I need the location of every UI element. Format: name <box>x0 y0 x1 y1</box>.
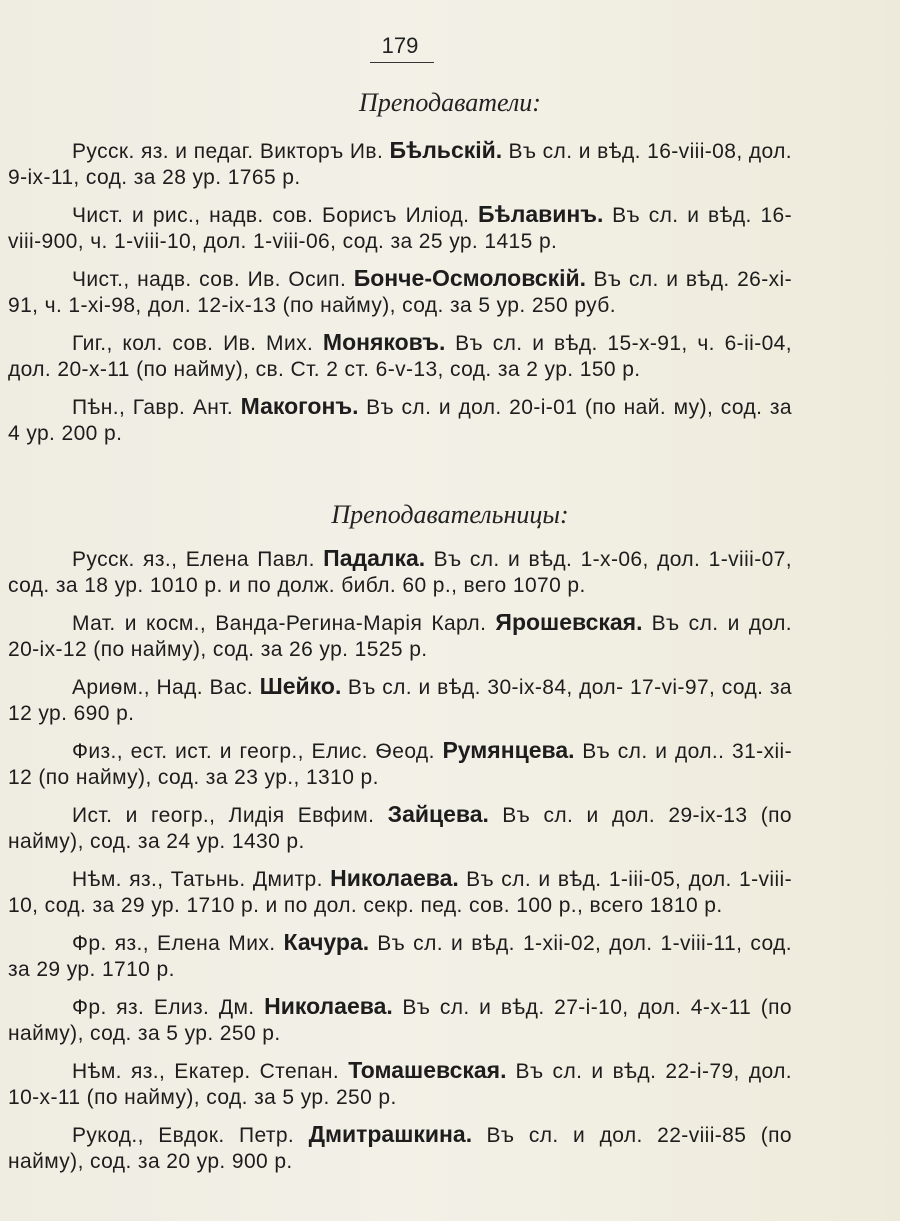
entry <box>8 1057 792 1111</box>
entry-surname: Бѣлавинъ. <box>478 201 604 227</box>
entry-text: Въ сл. и дол. 20-i-01 (по най. му), сод. за 4 ур. 200 р. <box>8 396 792 445</box>
entry-surname: Зайцева. <box>387 801 489 827</box>
entry-text: Физ., ест. ист. и геогр., Елис. Ѳеод. <box>72 740 443 763</box>
section-title-teachers-male: Преподаватели: <box>359 88 541 117</box>
entry-surname: Николаева. <box>264 993 393 1019</box>
page-number-rule <box>370 62 434 63</box>
entry-surname: Макогонъ. <box>240 393 359 419</box>
entry <box>8 609 792 663</box>
entry-text: Нѣм. яз., Татьнь. Дмитр. <box>72 868 331 891</box>
entry <box>8 201 792 255</box>
entries-teachers-female <box>8 545 792 1185</box>
entry-surname: Падалка. <box>323 545 426 571</box>
entry <box>8 993 792 1047</box>
entry-text: Чист. и рис., надв. сов. Борисъ Иліод. <box>72 204 479 227</box>
entry <box>8 329 792 383</box>
entry-text: Русск. яз., Елена Павл. <box>72 548 324 571</box>
entry <box>8 737 792 791</box>
entry-text: Въ сл. и вѣд. 1-iii-05, дол. 1-viii-10, сод. за 29 ур. 1710 р. и по дол. секр. пед. сов. 100 р., всего 1810 р. <box>8 868 792 917</box>
entry-surname: Николаева. <box>330 865 459 891</box>
entry <box>8 929 792 983</box>
entry-surname: Качура. <box>283 929 370 955</box>
entry-text: Въ сл. и вѣд. 15-x-91, ч. 6-ii-04, дол. 20-x-11 (по найму), св. Ст. 2 ст. 6-v-13, сод. за 2 ур. 150 р. <box>8 332 792 381</box>
page-number: 179 <box>381 33 419 58</box>
entry-surname: Томашевская. <box>348 1057 507 1083</box>
entry <box>8 801 792 855</box>
section-title-teachers-female: Преподавательницы: <box>331 500 569 529</box>
entry-text: Въ сл. и дол.. 31-xii-12 (по найму), сод. за 23 ур., 1310 р. <box>8 740 792 789</box>
entry-text: Въ сл. и вѣд. 26-xi-91, ч. 1-xi-98, дол. 12-ix-13 (по найму), сод. за 5 ур. 250 руб. <box>8 268 792 317</box>
entry <box>8 673 792 727</box>
entry-text: Мат. и косм., Ванда-Регина-Марія Карл. <box>72 612 496 635</box>
entry <box>8 1121 792 1175</box>
entry-text: Въ сл. и дол. 22-viii-85 (по найму), сод. за 20 ур. 900 р. <box>8 1124 792 1173</box>
entry-text: Въ сл. и дол. 20-ix-12 (по найму), сод. за 26 ур. 1525 р. <box>8 612 792 661</box>
entry-text: Фр. яз., Елена Мих. <box>72 932 284 955</box>
entry <box>8 393 792 447</box>
entry-text: Нѣм. яз., Екатер. Степан. <box>72 1060 349 1083</box>
entry <box>8 137 792 191</box>
entry-surname: Бонче-Осмоловскій. <box>353 265 586 291</box>
entry-text: Русск. яз. и педаг. Викторъ Ив. <box>72 140 390 163</box>
entries-teachers-male <box>8 137 792 457</box>
entry-text: Чист., надв. сов. Ив. Осип. <box>72 268 354 291</box>
entry-text: Въ сл. и вѣд. 1-xii-02, дол. 1-viii-11, сод. за 29 ур. 1710 р. <box>8 932 793 981</box>
entry-surname: Дмитрашкина. <box>308 1121 473 1147</box>
entry-text: Въ сл. и вѣд. 16-viii-08, дол. 9-ix-11, сод. за 28 ур. 1765 р. <box>8 140 792 189</box>
entry-text: Въ сл. и вѣд. 22-i-79, дол. 10-x-11 (по найму), сод. за 5 ур. 250 р. <box>8 1060 792 1109</box>
entry-text: Въ сл. и вѣд. 16-viii-900, ч. 1-viii-10, дол. 1-viii-06, сод. за 25 ур. 1415 р. <box>8 204 792 253</box>
entry-text: Въ сл. и вѣд. 27-i-10, дол. 4-x-11 (по найму), сод. за 5 ур. 250 р. <box>8 996 792 1045</box>
entry-surname: Моняковъ. <box>322 329 446 355</box>
entry-surname: Ярошевская. <box>495 609 643 635</box>
entry <box>8 265 792 319</box>
entry-text: Фр. яз. Елиз. Дм. <box>72 996 265 1019</box>
entry-text: Въ сл. и вѣд. 1-x-06, дол. 1-viii-07, сод. за 18 ур. 1010 р. и по долж. библ. 60 р., вего 1070 р. <box>8 548 792 597</box>
entry-text: Пѣн., Гавр. Ант. <box>72 396 241 419</box>
entry-text: Рукод., Евдок. Петр. <box>72 1124 309 1147</box>
entry-text: Въ сл. и дол. 29-ix-13 (по найму), сод. за 24 ур. 1430 р. <box>8 804 792 853</box>
entry-text: Ариѳм., Над. Вас. <box>72 676 260 699</box>
entry <box>8 865 792 919</box>
entry-surname: Шейко. <box>259 673 342 699</box>
entry-text: Въ сл. и вѣд. 30-ix-84, дол- 17-vi-97, сод. за 12 ур. 690 р. <box>8 676 792 725</box>
entry-surname: Бѣльскій. <box>389 137 503 163</box>
entry-text: Гиг., кол. сов. Ив. Мих. <box>72 332 323 355</box>
entry-text: Ист. и геогр., Лидія Евфим. <box>72 804 388 827</box>
entry-surname: Румянцева. <box>442 737 575 763</box>
entry <box>8 545 792 599</box>
